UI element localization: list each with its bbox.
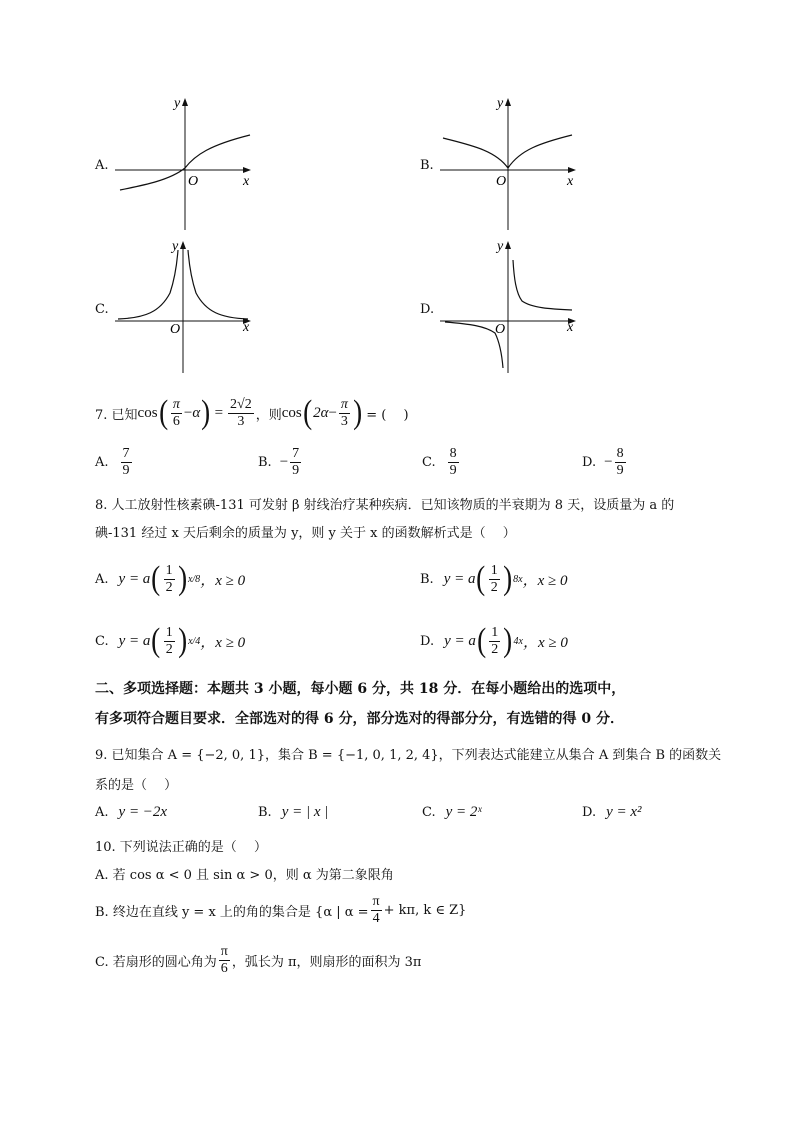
- graph-a-label: A.: [95, 158, 109, 173]
- q8-option-c: C. y = a ( $\frac{1}{2}$ ) x/4 ，x ≥ 0: [95, 622, 246, 659]
- q7-cos2: cos: [281, 404, 302, 421]
- q7-tail: = ( ): [366, 407, 409, 423]
- graph-a-o: O: [188, 174, 199, 189]
- q8-line2: 碘-131 经过 x 天后剩余的质量为 y，则 y 关于 x 的函数解析式是（ ）: [95, 526, 516, 541]
- q8-line1: 8. 人工放射性核素碘-131 可发射 β 射线治疗某种疾病．已知该物质的半衰期为 8 天，设质量为 a 的: [95, 498, 675, 513]
- graph-c-label: C.: [95, 302, 109, 317]
- q7-prefix: 7. 已知: [95, 407, 138, 423]
- graph-b: [440, 95, 580, 234]
- section2-line2: 有多项符合题目要求．全部选对的得 6 分，部分选对的得部分分，有选错的得 0 分．: [95, 711, 624, 727]
- graph-c-o: O: [170, 322, 181, 337]
- q7-then: ，则: [255, 407, 282, 423]
- graph-a: [115, 95, 255, 234]
- q10-option-b: B. 终边在直线 y = x 上的角的集合是 {α | α = $\frac{\pi}{4}$ + kπ, k ∈ Z}: [95, 894, 467, 926]
- graph-c-y: y: [172, 239, 179, 254]
- q9-option-b: B. y = | x |: [258, 804, 329, 820]
- graph-a-y: y: [174, 96, 181, 111]
- q10-option-c: C. 若扇形的圆心角为 $\frac{\pi}{6}$ ，弧长为 π，则扇形的面积为 3π: [95, 944, 422, 976]
- q8-option-a: A. y = a ( $\frac{1}{2}$ ) x/8 ，x ≥ 0: [95, 560, 246, 597]
- section2-line1: 二、多项选择题：本题共 3 小题，每小题 6 分，共 18 分．在每小题给出的选项中，: [95, 681, 626, 697]
- q7-option-a: A. $\frac{7}{9}$: [95, 446, 130, 478]
- graph-c-x: x: [243, 320, 250, 335]
- q7-cos1: cos: [137, 404, 158, 421]
- q7-rhs: $\frac{2√2}{3}$: [230, 397, 252, 429]
- graph-b-x: x: [567, 174, 574, 189]
- graph-d-o: O: [495, 322, 506, 337]
- graph-d-y: y: [497, 239, 504, 254]
- q9-option-d: D. y = x²: [582, 804, 642, 820]
- graph-b-o: O: [496, 174, 507, 189]
- graph-b-y: y: [497, 96, 504, 111]
- q7-option-b: B. − $\frac{7}{9}$: [258, 446, 300, 478]
- q7-option-c: C. $\frac{8}{9}$: [422, 446, 457, 478]
- q10-stem: 10. 下列说法正确的是（ ）: [95, 840, 267, 855]
- q9-option-c: C. y = 2ˣ: [422, 804, 482, 820]
- q10-option-a: A. 若 cos α < 0 且 sin α > 0，则 α 为第二象限角: [95, 868, 394, 883]
- graph-a-x: x: [243, 174, 250, 189]
- graph-d-x: x: [567, 320, 574, 335]
- graph-d: [440, 238, 580, 377]
- q9-line1: 9. 已知集合 A = {−2, 0, 1}，集合 B = {−1, 0, 1, 2, 4}，下列表达式能建立从集合 A 到集合 B 的函数关: [95, 748, 722, 763]
- q7-pi-over-6: $\frac{\pi}{6}$: [172, 397, 180, 429]
- graph-c: [115, 238, 255, 377]
- graph-b-label: B.: [420, 158, 434, 173]
- q8-option-b: B. y = a ( $\frac{1}{2}$ ) 8x ，x ≥ 0: [420, 560, 568, 597]
- q8-option-d: D. y = a ( $\frac{1}{2}$ ) 4x ，x ≥ 0: [420, 622, 568, 659]
- q7-option-d: D. − $\frac{8}{9}$: [582, 446, 624, 478]
- q7-pi-over-3: $\frac{\pi}{3}$: [340, 397, 348, 429]
- q9-line2: 系的是（ ）: [95, 778, 178, 793]
- q7-stem: 7. 已知 cos ( $\frac{\pi}{6}$ − α ) = $\frac{2√2}{3}$ ，则 cos ( 2α − $\frac{\pi}{3}$ ) = ( ): [95, 394, 409, 431]
- q9-option-a: A. y = −2x: [95, 804, 168, 820]
- graph-d-label: D.: [420, 302, 435, 317]
